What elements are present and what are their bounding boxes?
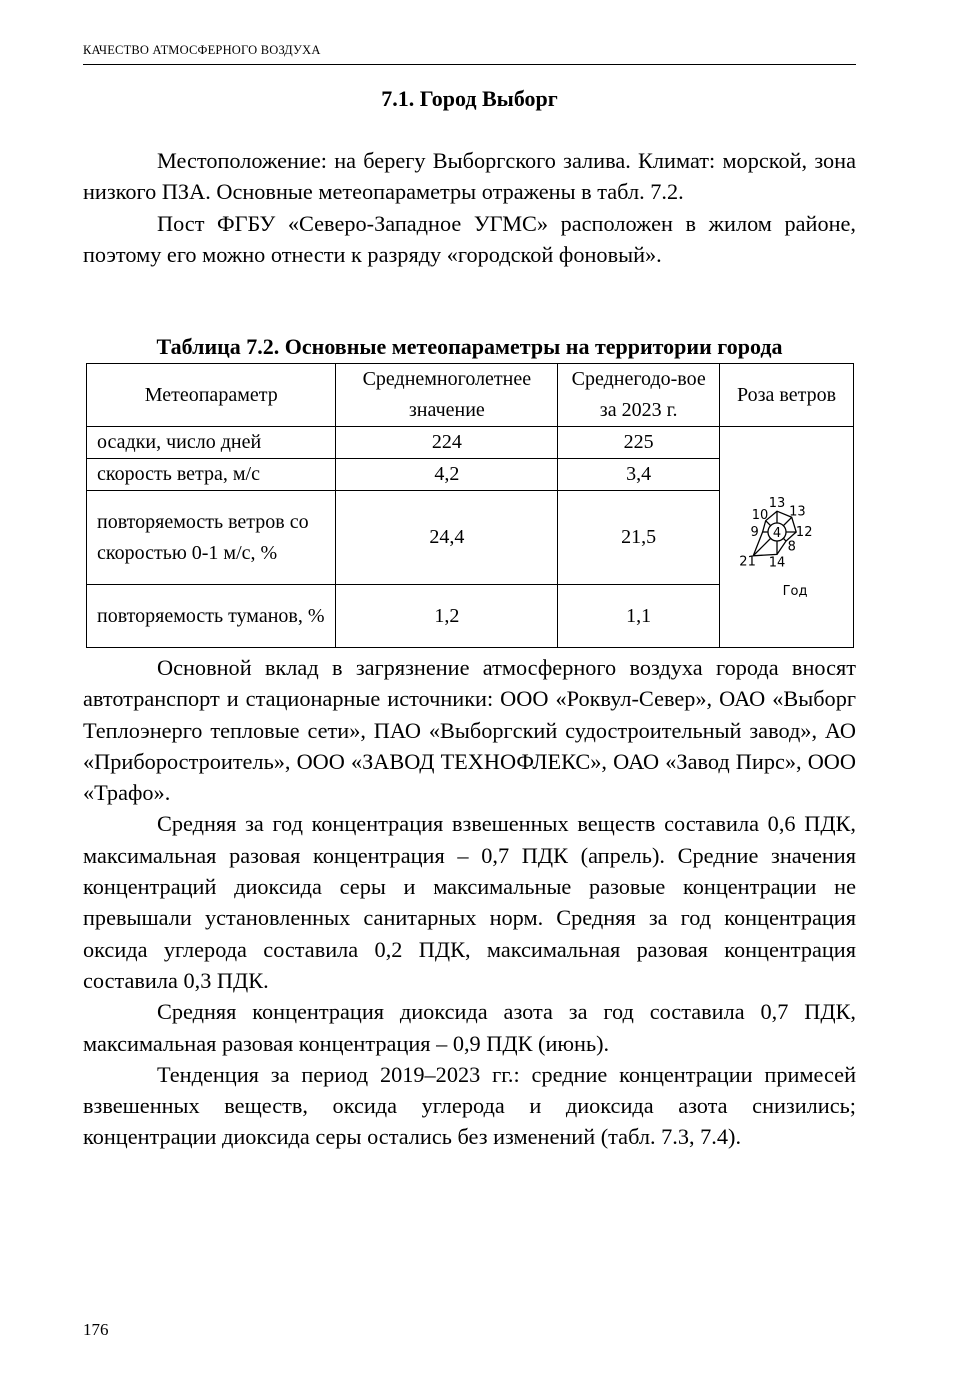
row-name: повторяемость туманов, % [87, 585, 336, 648]
row-name: повторяемость ветров со скоростью 0-1 м/с, % [87, 491, 336, 585]
wind-rose-value-n: 13 [768, 496, 785, 512]
body-paragraph-sources: Основной вклад в загрязнение атмосферного воздуха города вносят автотранспорт и стационарные источники: ООО «Роквул-Север», ОАО «Выборг Теплоэнерго тепловые сети», ПАО «Выборгский судостроительный завод», АО «Приборостроитель», ООО «ЗАВОД ТЕХНОФЛЕКС», ОАО «Завод Пирс», ООО «Трафо». [83, 655, 856, 806]
wind-rose-calm-value: 4 [772, 526, 781, 541]
wind-rose-label: Год [782, 584, 807, 599]
header-longterm: Среднемноголетнее значение [336, 364, 558, 427]
body-text [83, 652, 856, 1153]
wind-rose-diagram [727, 457, 847, 617]
intro-text [83, 145, 856, 270]
row-year: 21,5 [558, 491, 720, 585]
row-year: 225 [558, 427, 720, 459]
page-number: 176 [83, 1320, 109, 1339]
wind-rose-value-ne: 13 [788, 504, 806, 520]
header-rose: Роза ветров [720, 364, 854, 427]
wind-rose-value-s: 14 [768, 555, 785, 571]
wind-rose-value-se: 8 [787, 539, 796, 555]
intro-paragraph-location: Местоположение: на берегу Выборгского залива. Климат: морской, зона низкого ПЗА. Основные метеопараметры отражены в табл. 7.2. [83, 148, 856, 205]
body-paragraph-concentrations: Средняя за год концентрация взвешенных веществ составила 0,6 ПДК, максимальная разовая концентрация – 0,7 ПДК (апрель). Средние значения концентраций диоксида серы и максимальные разовые концентрации не превышали установленных санитарных норм. Средняя за год концентрация оксида углерода составила 0,2 ПДК, максимальная разовая концентрация составила 0,3 ПДК. [83, 811, 856, 993]
wind-rose-cell [720, 427, 854, 648]
row-year: 3,4 [558, 459, 720, 491]
row-year: 1,1 [558, 585, 720, 648]
section-title: 7.1. Город Выборг [381, 86, 558, 111]
table-header-row [87, 364, 854, 427]
wind-rose-value-nw: 10 [751, 508, 768, 524]
row-longterm: 4,2 [336, 459, 558, 491]
row-name: осадки, число дней [87, 427, 336, 459]
running-header: КАЧЕСТВО АТМОСФЕРНОГО ВОЗДУХА [83, 43, 856, 65]
intro-paragraph-post: Пост ФГБУ «Северо-Западное УГМС» расположен в жилом районе, поэтому его можно отнести к разряду «городской фоновый». [83, 210, 856, 267]
wind-rose-value-w: 9 [749, 525, 759, 540]
row-name: скорость ветра, м/с [87, 459, 336, 491]
row-longterm: 224 [336, 427, 558, 459]
header-year: Среднегодо-вое за 2023 г. [558, 364, 720, 427]
table-row [87, 427, 854, 459]
row-longterm: 1,2 [336, 585, 558, 648]
row-longterm: 24,4 [336, 491, 558, 585]
meteo-table [86, 363, 854, 648]
table-caption: Таблица 7.2. Основные метеопараметры на территории города [156, 334, 783, 359]
wind-rose-value-e: 12 [795, 525, 813, 540]
body-paragraph-trend: Тенденция за период 2019–2023 гг.: средние концентрации примесей взвешенных веществ, оксида углерода и диоксида азота снизились; концентрации диоксида серы остались без изменений (табл. 7.3, 7.4). [83, 1061, 856, 1150]
body-paragraph-no2: Средняя концентрация диоксида азота за год составила 0,7 ПДК, максимальная разовая концентрация – 0,9 ПДК (июнь). [83, 999, 856, 1056]
header-param: Метеопараметр [87, 364, 336, 427]
wind-rose-value-sw: 21 [738, 554, 756, 570]
